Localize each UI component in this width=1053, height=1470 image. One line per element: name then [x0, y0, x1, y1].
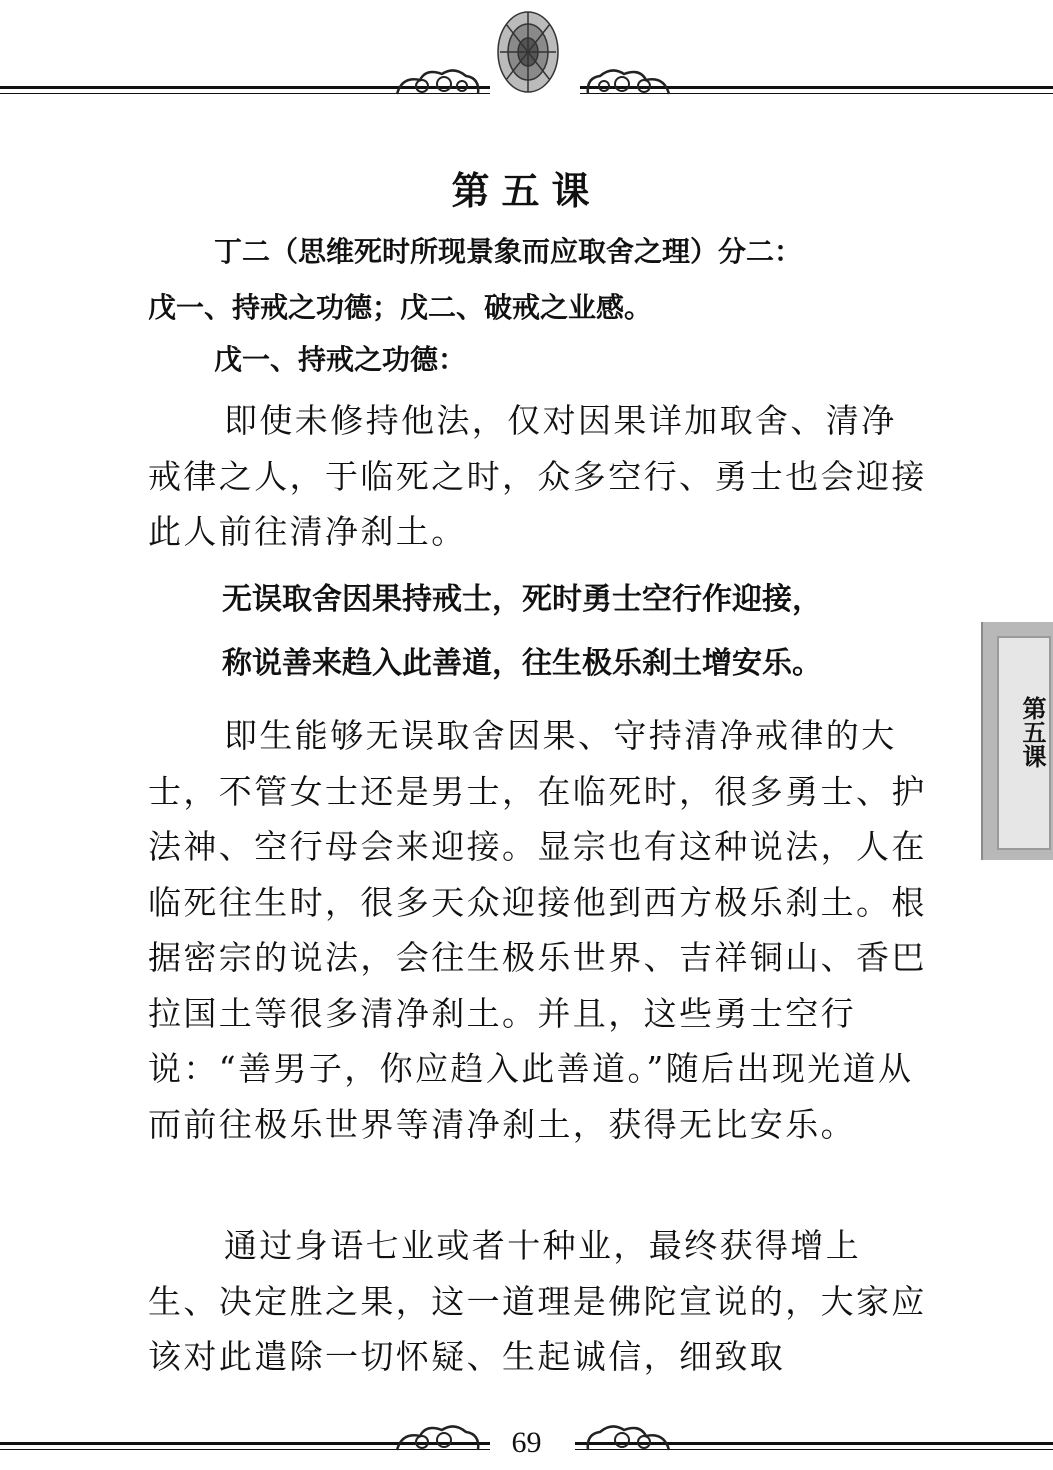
subsection-heading: 戊一、持戒之功德： — [214, 343, 467, 376]
verse — [222, 580, 942, 684]
verse-line: 称说善来趋入此善道，往生极乐刹土增安乐。 — [222, 646, 822, 681]
body-paragraph: 即生能够无误取舍因果、守持清净戒律的大士，不管女士还是男士，在临死时，很多勇士、护法神、空行母会来迎接。显宗也有这种说法，人在临死往生时，很多天众迎接他到西方极乐刹土。根据密宗的说法，会往生极乐世界、吉祥铜山、香巴拉国土等很多清净刹土。并且，这些勇士空行说：“善男子，你应趋入此善道。”随后出现光道从而前往极乐世界等清净刹土，获得无比安乐。 — [148, 716, 927, 1144]
section-heading-line2: 戊一、持戒之功德；戊二、破戒之业感。 — [148, 291, 653, 324]
verse-line: 无误取舍因果持戒士，死时勇士空行作迎接， — [222, 582, 822, 617]
flower-emblem-icon — [492, 4, 564, 104]
section-heading — [148, 224, 928, 336]
page-number: 69 — [511, 1426, 542, 1459]
chapter-side-tab — [981, 622, 1053, 860]
page-title: 第五课 — [451, 168, 602, 213]
side-tab-label: 第五课 — [1018, 696, 1047, 768]
cloud-ornament-icon — [392, 64, 482, 100]
body-paragraph: 通过身语七业或者十种业，最终获得增上生、决定胜之果，这一道理是佛陀宣说的，大家应该对此遣除一切怀疑、生起诚信，细致取 — [148, 1226, 927, 1376]
cloud-ornament-icon — [584, 64, 674, 100]
section-heading-line1: 丁二（思维死时所现景象而应取舍之理）分二： — [214, 235, 803, 268]
body-paragraph: 即使未修持他法，仅对因果详加取舍、清净戒律之人，于临死之时，众多空行、勇士也会迎接此人前往清净刹土。 — [148, 401, 927, 551]
